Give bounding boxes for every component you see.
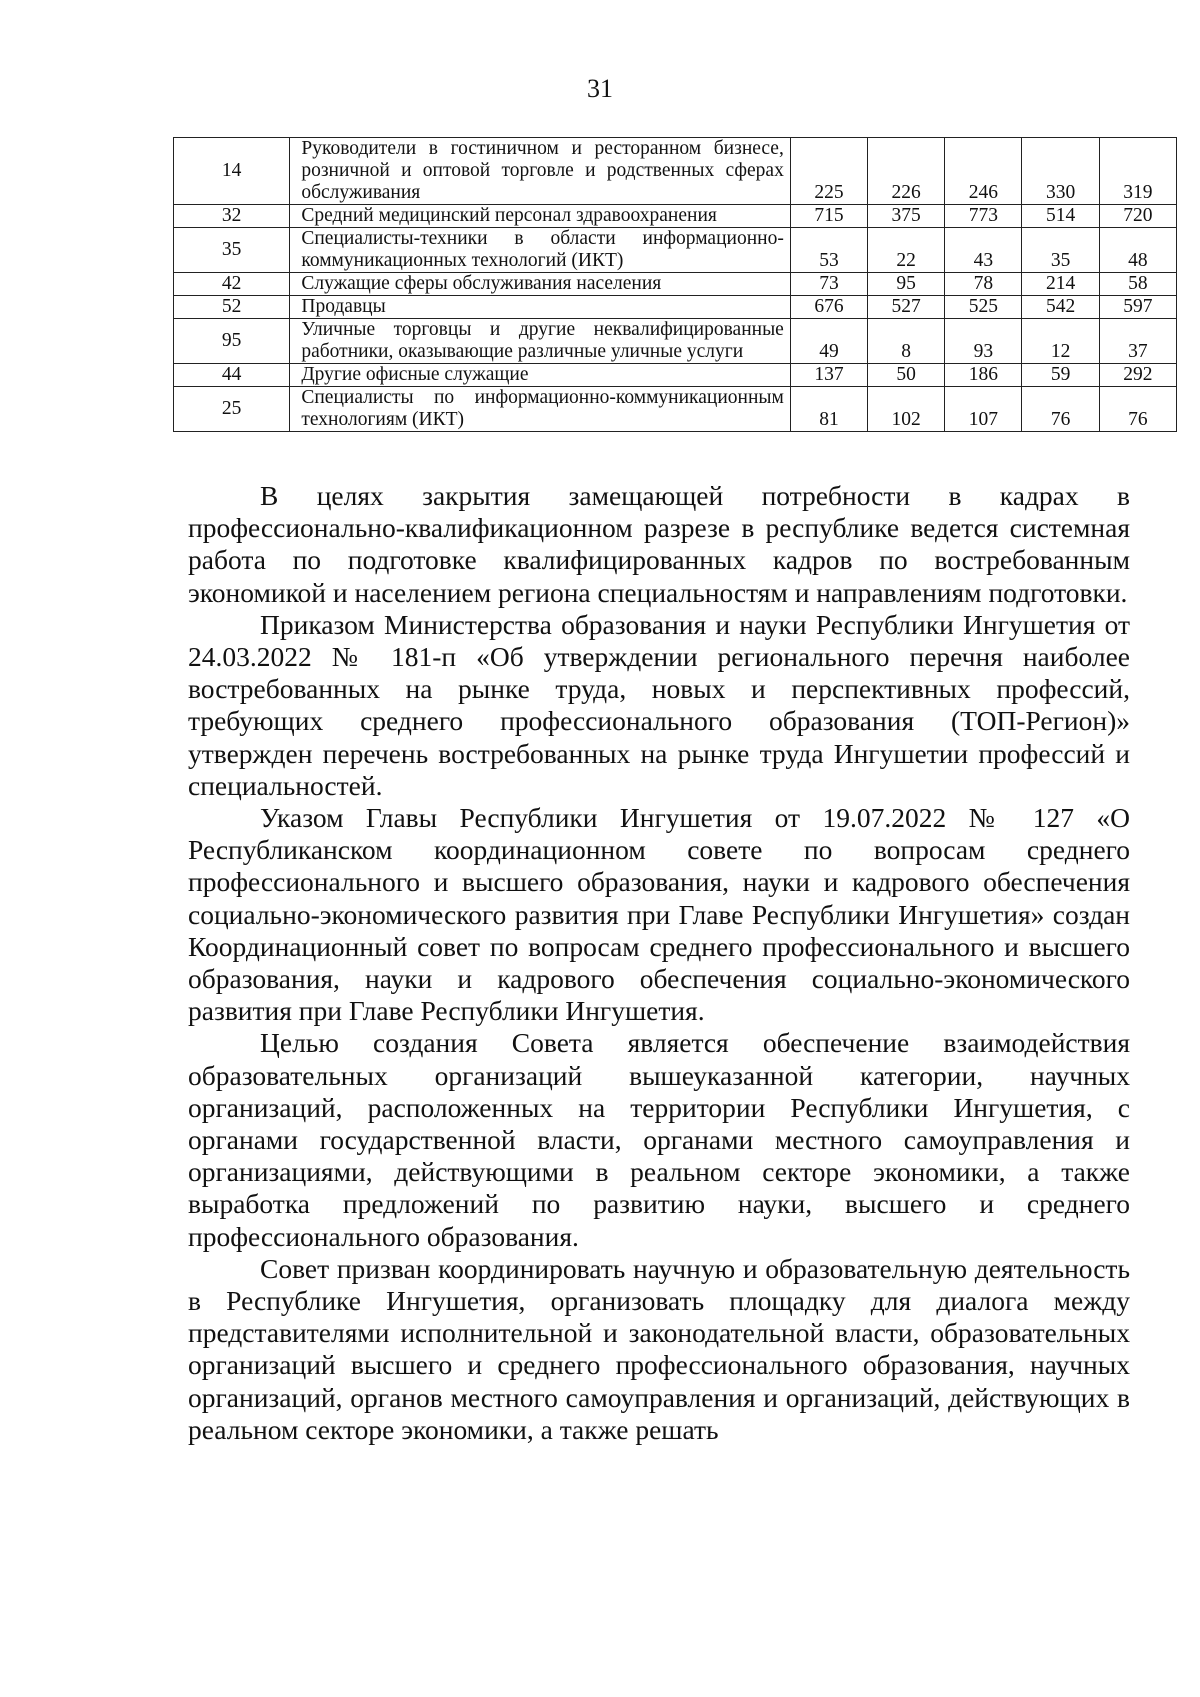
value-cell: 107 [945,387,1022,432]
value-cell: 76 [1022,387,1099,432]
occupation-code: 95 [174,319,290,364]
value-cell: 720 [1099,205,1176,228]
value-cell: 43 [945,228,1022,273]
page-number: 31 [587,74,613,103]
body-text [188,480,1130,1446]
value-cell: 375 [868,205,945,228]
value-cell: 225 [790,138,867,205]
occupation-name: Руководители в гостиничном и ресторанном бизнесе, розничной и оптовой торговле и родственных сферах обслуживания [290,138,790,205]
value-cell: 330 [1022,138,1099,205]
value-cell: 35 [1022,228,1099,273]
value-cell: 81 [790,387,867,432]
value-cell: 246 [945,138,1022,205]
value-cell: 49 [790,319,867,364]
value-cell: 542 [1022,296,1099,319]
value-cell: 514 [1022,205,1099,228]
value-cell: 527 [868,296,945,319]
occupation-code: 14 [174,138,290,205]
table-row [174,387,1177,432]
value-cell: 58 [1099,273,1176,296]
occupation-code: 42 [174,273,290,296]
occupation-name: Уличные торговцы и другие неквалифицированные работники, оказывающие различные уличные услуги [290,319,790,364]
occupation-code: 52 [174,296,290,319]
table-row [174,296,1177,319]
value-cell: 525 [945,296,1022,319]
table-row [174,319,1177,364]
occupation-code: 25 [174,387,290,432]
value-cell: 95 [868,273,945,296]
value-cell: 50 [868,364,945,387]
occupations-table [173,137,1177,432]
table-row [174,273,1177,296]
occupation-code: 44 [174,364,290,387]
value-cell: 102 [868,387,945,432]
value-cell: 73 [790,273,867,296]
value-cell: 48 [1099,228,1176,273]
value-cell: 12 [1022,319,1099,364]
occupation-name: Средний медицинский персонал здравоохранения [290,205,790,228]
occupation-name: Продавцы [290,296,790,319]
value-cell: 319 [1099,138,1176,205]
table-row [174,205,1177,228]
value-cell: 78 [945,273,1022,296]
value-cell: 186 [945,364,1022,387]
value-cell: 715 [790,205,867,228]
paragraph: Указом Главы Республики Ингушетия от 19.07.2022 № 127 «О Республиканском координационном совете по вопросам среднего профессионального и высшего образования, науки и кадрового обеспечения социально-экономического развития при Главе Республики Ингушетия» создан Координационный совет по вопросам среднего профессионального и высшего образования, науки и кадрового обеспечения социально-экономического развития при Главе Республики Ингушетия. [188,802,1130,1027]
value-cell: 292 [1099,364,1176,387]
paragraph: Целью создания Совета является обеспечение взаимодействия образовательных организаций вышеуказанной категории, научных организаций, расположенных на территории Республики Ингушетия, с органами государственной власти, органами местного самоуправления и организациями, действующими в реальном секторе экономики, а также выработка предложений по развитию науки, высшего и среднего профессионального образования. [188,1027,1130,1252]
value-cell: 59 [1022,364,1099,387]
occupation-name: Специалисты по информационно-коммуникационным технологиям (ИКТ) [290,387,790,432]
paragraph: Совет призван координировать научную и образовательную деятельность в Республике Ингушетия, организовать площадку для диалога между представителями исполнительной и законодательной власти, образовательных организаций высшего и среднего профессионального образования, научных организаций, органов местного самоуправления и организаций, действующих в реальном секторе экономики, а также решать [188,1252,1130,1445]
value-cell: 214 [1022,273,1099,296]
value-cell: 93 [945,319,1022,364]
paragraph: В целях закрытия замещающей потребности в кадрах в профессионально-квалификационном разрезе в республике ведется системная работа по подготовке квалифицированных кадров по востребованным экономикой и населением региона специальностям и направлениям подготовки. [188,480,1130,608]
value-cell: 22 [868,228,945,273]
occupation-code: 35 [174,228,290,273]
occupation-name: Специалисты-техники в области информационно-коммуникационных технологий (ИКТ) [290,228,790,273]
occupation-name: Другие офисные служащие [290,364,790,387]
occupation-name: Служащие сферы обслуживания населения [290,273,790,296]
value-cell: 53 [790,228,867,273]
table-row [174,364,1177,387]
value-cell: 773 [945,205,1022,228]
value-cell: 8 [868,319,945,364]
value-cell: 676 [790,296,867,319]
value-cell: 76 [1099,387,1176,432]
value-cell: 597 [1099,296,1176,319]
table-row [174,138,1177,205]
table-row [174,228,1177,273]
paragraph: Приказом Министерства образования и науки Республики Ингушетия от 24.03.2022 № 181-п «Об утверждении регионального перечня наиболее востребованных на рынке труда, новых и перспективных профессий, требующих среднего профессионального образования (ТОП-Регион)» утвержден перечень востребованных на рынке труда Ингушетии профессий и специальностей. [188,608,1130,801]
value-cell: 37 [1099,319,1176,364]
occupation-code: 32 [174,205,290,228]
value-cell: 226 [868,138,945,205]
value-cell: 137 [790,364,867,387]
